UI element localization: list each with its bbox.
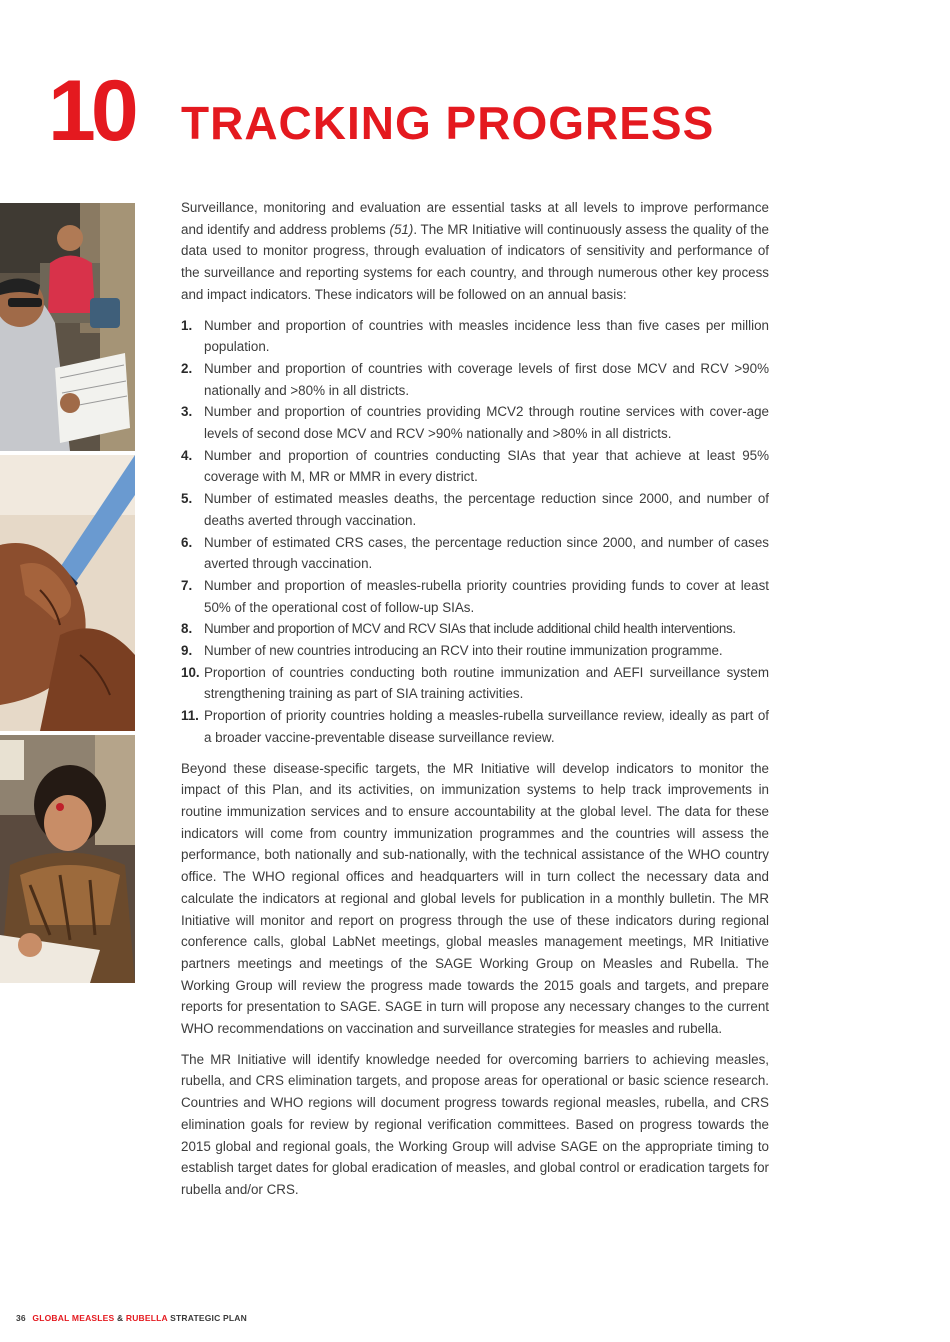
list-item: [181, 575, 769, 618]
list-number: 3.: [181, 404, 193, 420]
footer-ampersand: &: [116, 1313, 124, 1323]
list-number: 5.: [181, 491, 193, 507]
list-number: 2.: [181, 360, 193, 376]
footer-title-part1: GLOBAL MEASLES: [32, 1313, 115, 1323]
citation: (51): [389, 221, 414, 237]
list-item: [181, 445, 769, 488]
list-text: Number and proportion of countries providing MCV2 through routine services with cover-age levels of second dose MCV and RCV >90% nationally and >80% in all districts.: [204, 404, 769, 442]
list-text: Number of estimated CRS cases, the percentage reduction since 2000, and number of cases averted through vaccination.: [204, 534, 769, 572]
indicator-list: [181, 315, 769, 749]
list-item: [181, 532, 769, 575]
list-item: [181, 488, 769, 531]
list-number: 1.: [181, 317, 193, 333]
footer-title-part2: RUBELLA: [125, 1313, 168, 1323]
chapter-number: 10: [48, 63, 134, 159]
list-item: [181, 315, 769, 358]
intro-paragraph: [181, 197, 769, 306]
list-text: Number and proportion of countries with coverage levels of first dose MCV and RCV >90% nationally and >80% in all districts.: [204, 360, 769, 398]
body-text: [181, 197, 769, 1210]
list-number: 11.: [181, 708, 199, 724]
list-item: [181, 705, 769, 748]
list-item: [181, 358, 769, 401]
footer-title-part3: STRATEGIC PLAN: [170, 1313, 247, 1323]
chapter-title: TRACKING PROGRESS: [181, 97, 715, 149]
list-number: 9.: [181, 643, 193, 659]
list-number: 8.: [181, 621, 193, 637]
photo-health-worker-with-clipboard: [0, 203, 135, 451]
list-item: [181, 401, 769, 444]
list-text: Number and proportion of measles-rubella priority countries providing funds to cover at least 50% of the operational cost of follow-up SIAs.: [204, 577, 769, 615]
list-item: [181, 618, 769, 640]
paragraph: The MR Initiative will identify knowledge needed for overcoming barriers to achieving measles, rubella, and CRS elimination targets, and propose areas for operational or basic science research. Countries and WHO regions will document progress towards regional measles, rubella, and CRS elimination goals for review by regional verification committees. Based on progress towards the 2015 global and regional goals, the Working Group will advise SAGE on the appropriate timing to establish target dates for global eradication of measles, and global control or eradication targets for rubella and/or CRS.: [181, 1051, 769, 1197]
list-text: Proportion of priority countries holding a measles-rubella surveillance review, ideally as part of a broader vaccine-preventable disease surveillance review.: [204, 708, 769, 745]
intro-text: Surveillance, monitoring and evaluation are essential tasks at all levels to improve performance and identify and address problems: [181, 200, 769, 237]
paragraph: Beyond these disease-specific targets, the MR Initiative will develop indicators to monitor the impact of this Plan, and its activities, on immunization systems to help track improvements in routine immunization services and to ensure accountability at the global level. The data for these indicators will come from country immunization programmes and the countries will assess the performance, both nationally and sub-nationally, with the technical assistance of the WHO country office. The WHO regional offices and headquarters will in turn collect the necessary data and calculate the indicators at regional and global levels for publication in a monthly bulletin. The MR Initiative will monitor and report on progress through the use of these indicators during regional conference calls, global LabNet meetings, global measles management meetings, MR Initiative partners meetings and meetings of the SAGE Working Group on Measles and Rubella. The Working Group will review the progress made towards the 2015 goals and targets, and prepare reports for presentation to SAGE. SAGE in turn will propose any necessary changes to the current WHO recommendations on vaccination and surveillance strategies for measles and rubella.: [181, 760, 769, 1037]
list-text: Number and proportion of countries with measles incidence less than five cases per million population.: [204, 317, 769, 355]
page-number: 36: [16, 1313, 26, 1323]
intro-text-cont: . The MR Initiative will continuously assess the quality of the data used to monitor progress, through evaluation of indicators of sensitivity and performance of the surveillance and reporting systems for each country, and through numerous other key process and impact indicators. These indicators will be followed on an annual basis:: [181, 221, 769, 302]
list-text: Number and proportion of countries conducting SIAs that year that achieve at least 95% coverage with M, MR or MMR in every district.: [204, 447, 769, 485]
list-number: 4.: [181, 447, 193, 463]
list-text: Proportion of countries conducting both routine immunization and AEFI surveillance system strengthening training as part of SIA training activities.: [204, 664, 769, 702]
list-text: Number of estimated measles deaths, the percentage reduction since 2000, and number of deaths averted through vaccination.: [204, 491, 769, 528]
page-footer: [16, 1313, 247, 1323]
photo-finger-marking: [0, 455, 135, 731]
list-item: [181, 640, 769, 662]
list-text: Number and proportion of MCV and RCV SIAs that include additional child health interventions.: [204, 621, 736, 637]
list-number: 6.: [181, 534, 193, 550]
list-number: 10.: [181, 664, 200, 680]
photo-woman-writing: [0, 735, 135, 983]
list-text: Number of new countries introducing an RCV into their routine immunization programme.: [204, 643, 723, 659]
list-number: 7.: [181, 577, 193, 593]
list-item: [181, 662, 769, 705]
